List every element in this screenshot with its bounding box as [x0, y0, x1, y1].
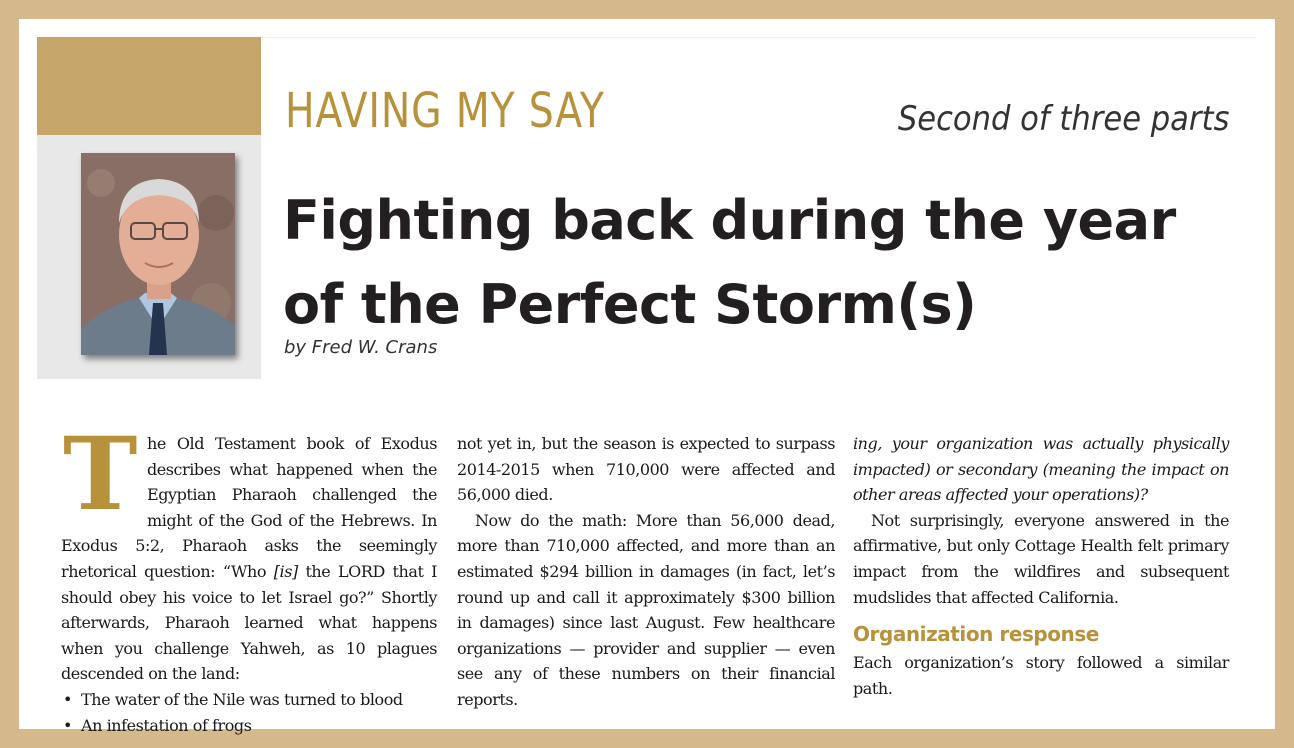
paragraph: ing, your organization was actually physically impacted) or secondary (meaning the impact on other areas affected your operations)?: [853, 434, 1229, 505]
paragraph: Now do the math: More than 56,000 dead, more than 710,000 affected, and more than an estimated $294 billion in damages (in fact, let’s round up and call it approximately $300 billion in damages) since last August. Few healthcare organizations — provider and supplier — even see any of these numbers on their financial reports.: [457, 510, 835, 709]
author-photo: [81, 153, 235, 355]
headline-line-2: of the Perfect Storm(s): [283, 273, 977, 336]
magazine-page: [19, 19, 1275, 735]
headline-line-1: Fighting back during the year: [283, 189, 1176, 252]
section-subhead: Organization response: [853, 622, 1099, 647]
byline: by Fred W. Crans: [284, 337, 438, 358]
article-column-2: [457, 431, 835, 721]
paragraph: Not surprisingly, everyone answered in the affirmative, but only Cottage Health felt primary impact from the wildfires and subsequent mudslides that affected California.: [853, 510, 1229, 607]
intro-paragraph: The Old Testament book of Exodus describes what happened when the Egyptian Pharaoh challenged the might of the God of the Hebrews. In Exodus 5:2, Pharaoh asks the seemingly rhetorical question: “Who [is] the LORD that I should obey his voice to let Israel go?” Shortly afterwards, Pharaoh learned what happens when you challenge Yahweh, as 10 plagues descended on the land:: [61, 415, 437, 684]
column-kicker: HAVING MY SAY: [285, 83, 605, 139]
gold-header-block: [37, 37, 261, 135]
article-column-1: [61, 415, 437, 735]
list-item: • The water of the Nile was turned to blood: [61, 687, 437, 713]
paragraph: Each organization’s story followed a similar path.: [853, 653, 1229, 698]
paragraph: not yet in, but the season is expected to surpass 2014-2015 when 710,000 were affected and 56,000 died.: [457, 434, 835, 505]
article-column-3: [853, 431, 1229, 721]
plague-list: [61, 687, 437, 738]
list-item: • An infestation of frogs: [61, 713, 437, 739]
top-rule: [261, 37, 1257, 38]
series-note: Second of three parts: [897, 99, 1229, 139]
drop-cap: T: [63, 415, 137, 533]
article-headline: [283, 179, 1273, 347]
